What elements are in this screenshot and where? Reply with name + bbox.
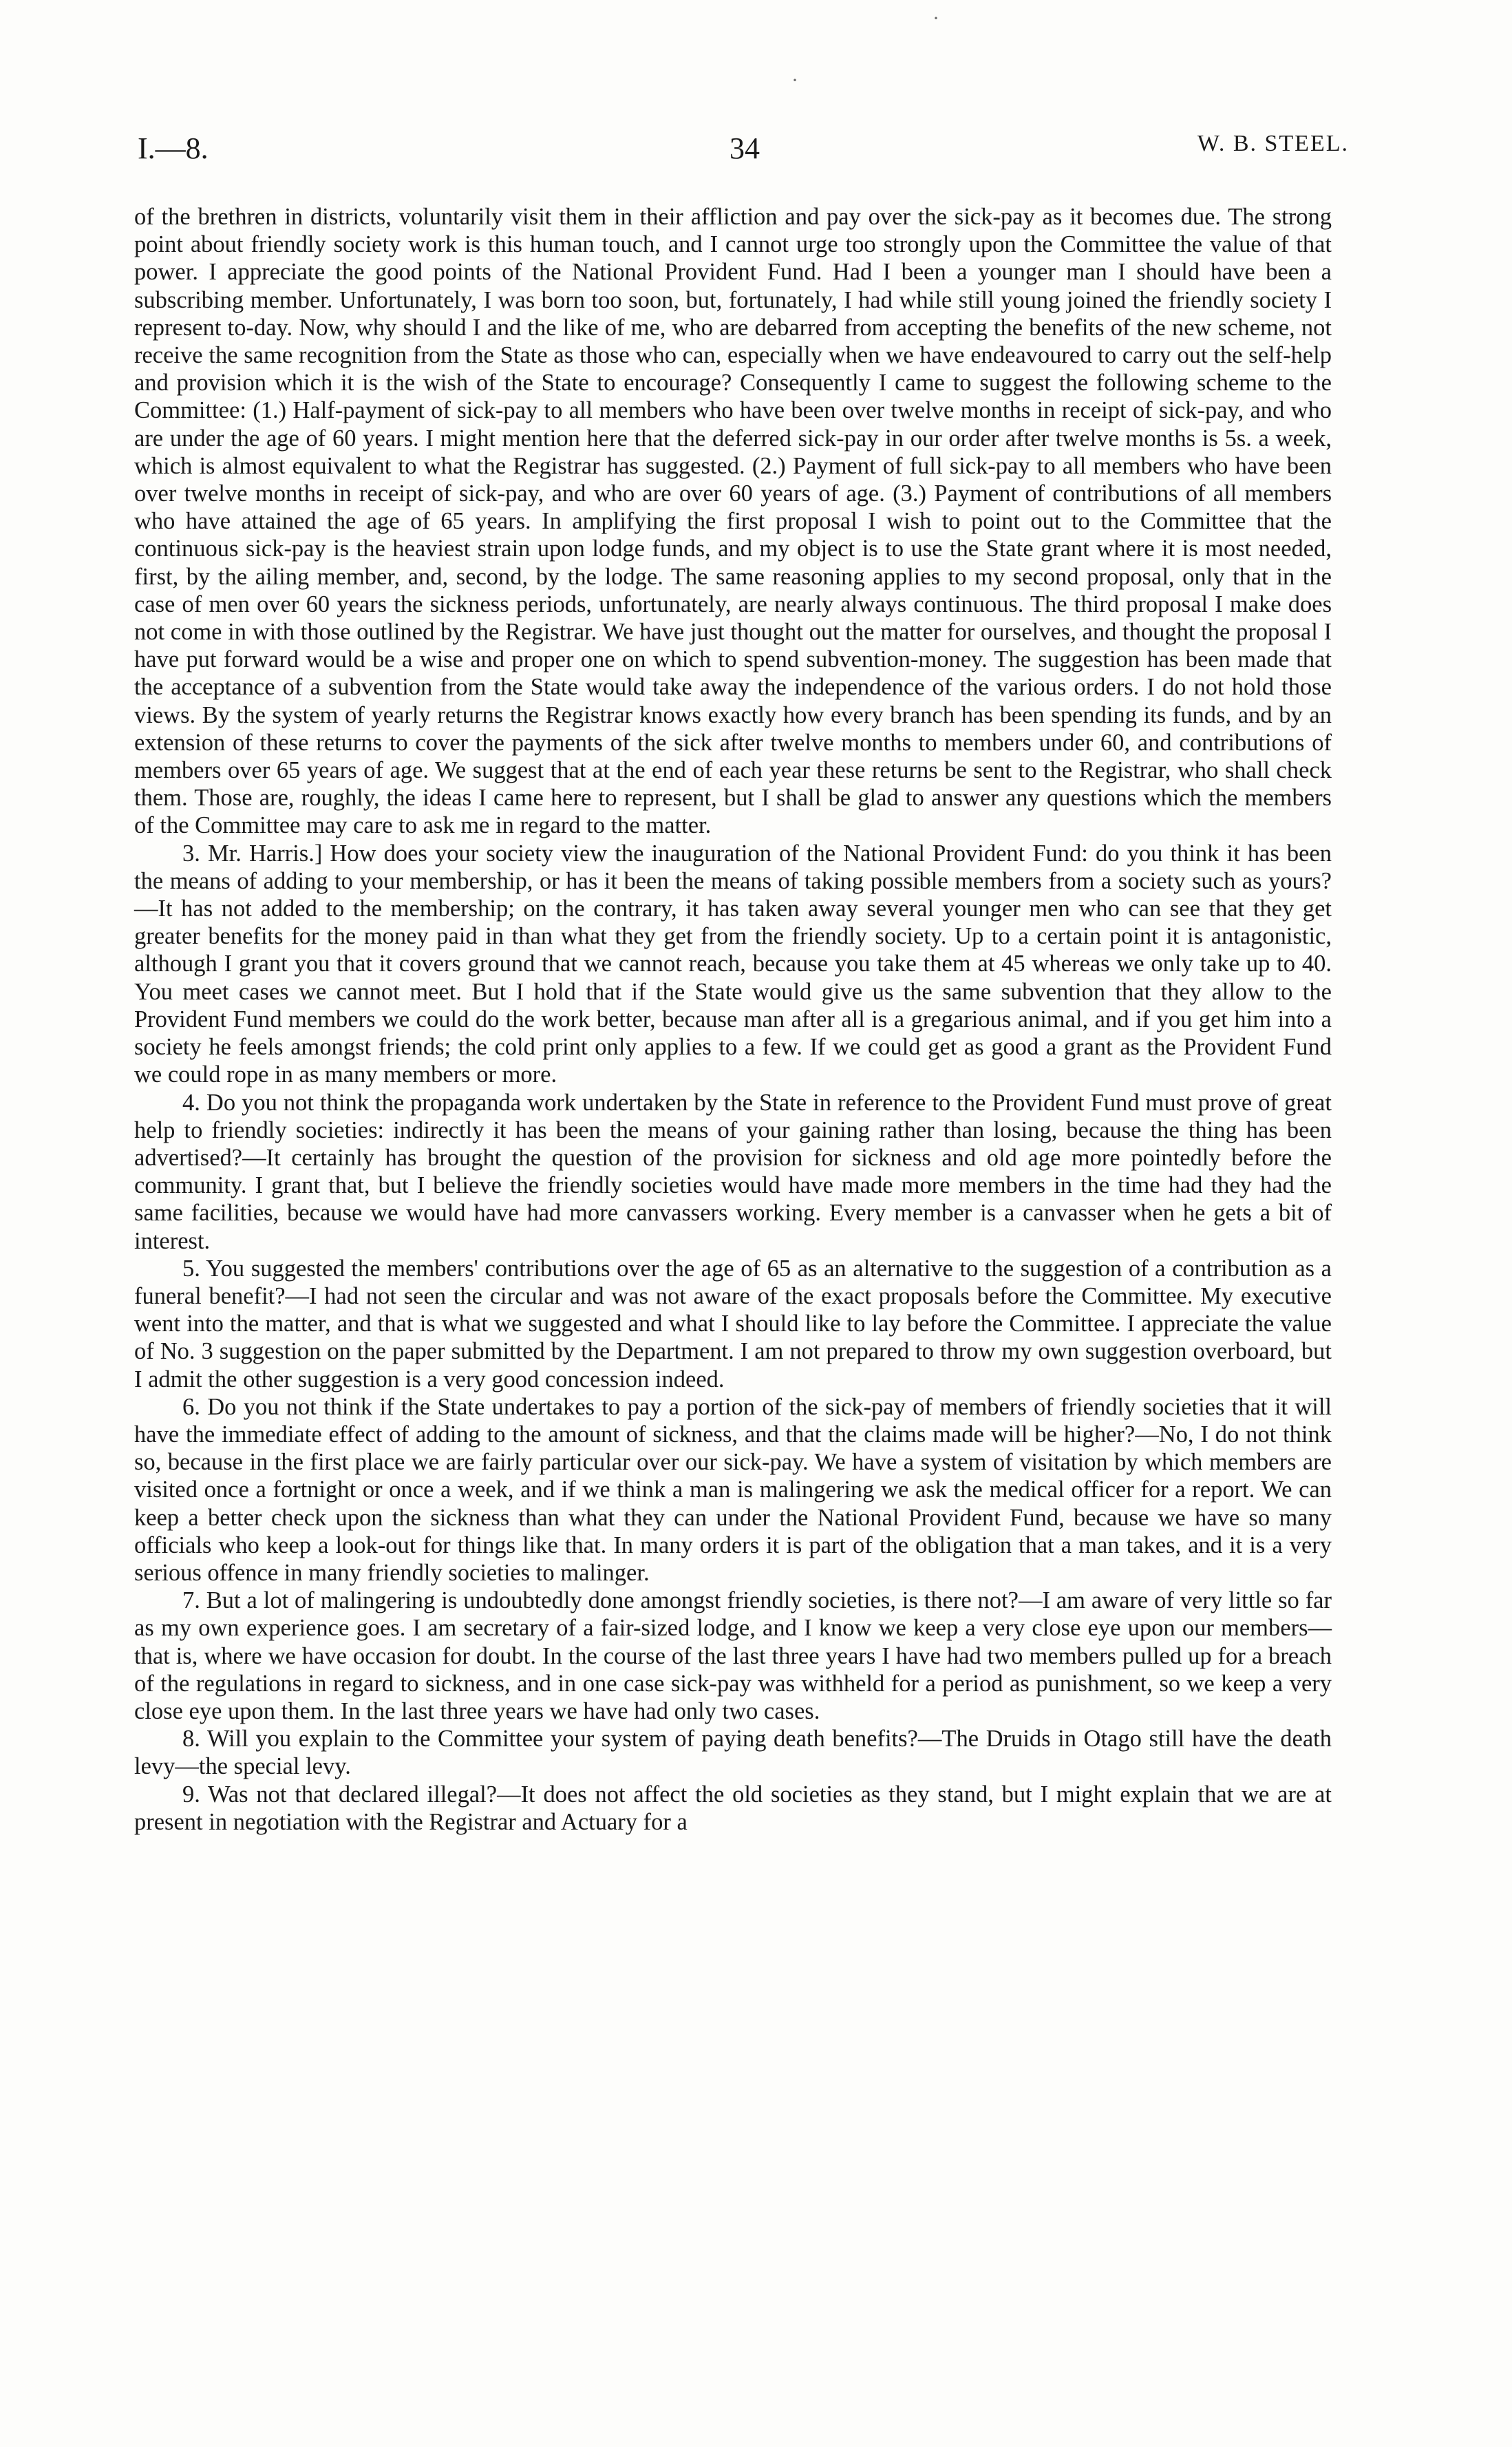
question-3: 3. Mr. Harris.] How does your society view the inauguration of the National Provident Fund: do you think it has been the means of adding to your membership, or has it been the means of taking possible members from a society such as yours?—It has not added to the membership; on the contrary, it has taken away several younger men who can see that they get greater benefits for the money paid in than what they get from the friendly society. Up to a certain point it is antagonistic, although I grant you that it covers ground that we cannot reach, because you take them at 45 whereas we only take up to 40. You meet cases we cannot meet. But I hold that if the State would give us the same subvention that they allow to the Provident Fund members we could do the work better, because man after all is a gregarious animal, and if you get him into a society he feels amongst friends; the cold print only applies to a few. If we could get as good a grant as the Provident Fund we could rope in as many members or more. <box>134 840 1332 1088</box>
question-5: 5. You suggested the members' contributions over the age of 65 as an alternative to the suggestion of a contribution as a funeral benefit?—I had not seen the circular and was not aware of the exact proposals before the Committee. My executive went into the matter, and that is what we suggested and what I should like to lay before the Committee. I appreciate the value of No. 3 suggestion on the paper submitted by the Department. I am not prepared to throw my own suggestion overboard, but I admit the other suggestion is a very good concession indeed. <box>134 1255 1332 1392</box>
parliamentary-paper-reference: I.—8. <box>138 131 209 165</box>
question-7: 7. But a lot of malingering is undoubtedly done amongst friendly societies, is there not?—I am aware of very little so far as my own experience goes. I am secretary of a fair-sized lodge, and I know we keep a very close eye upon our members—that is, where we have occasion for doubt. In the course of the last three years I have had two members pulled up for a breach of the regulations in regard to sickness, and in one case sick-pay was withheld for a period as punishment, so we keep a very close eye upon them. In the last three years we have had only two cases. <box>134 1587 1332 1724</box>
scan-speck: · <box>933 7 939 30</box>
question-4: 4. Do you not think the propaganda work undertaken by the State in reference to the Provident Fund must prove of great help to friendly societies: indirectly it has been the means of your gaining rather than losing, because the thing has been advertised?—It certainly has brought the question of the provision for sickness and old age more pointedly before the community. I grant that, but I believe the friendly societies would have made more members in the time had they had the same facilities, because we would have had more canvassers working. Every member is a canvasser when he gets a bit of interest. <box>134 1089 1332 1254</box>
question-9: 9. Was not that declared illegal?—It does not affect the old societies as they stand, but I might explain that we are at present in negotiation with the Registrar and Actuary for a <box>134 1781 1332 1835</box>
body-text <box>134 203 1332 1836</box>
paragraph-continuation: of the brethren in districts, voluntarily visit them in their affliction and pay over the sick-pay as it becomes due. The strong point about friendly society work is this human touch, and I cannot urge too strongly upon the Committee the value of that power. I appreciate the good points of the National Provident Fund. Had I been a younger man I should have been a subscribing member. Unfortunately, I was born too soon, but, fortunately, I had while still young joined the friendly society I represent to-day. Now, why should I and the like of me, who are debarred from accepting the benefits of the new scheme, not receive the same recognition from the State as those who can, especially when we have endeavoured to carry out the self-help and provision which it is the wish of the State to encourage? Consequently I came to suggest the following scheme to the Committee: (1.) Half-payment of sick-pay to all members who have been over twelve months in receipt of sick-pay, and who are under the age of 60 years. I might mention here that the deferred sick-pay in our order after twelve months is 5s. a week, which is almost equivalent to what the Registrar has suggested. (2.) Payment of full sick-pay to all members who have been over twelve months in receipt of sick-pay, and who are over 60 years of age. (3.) Payment of contributions of all members who have attained the age of 65 years. In amplifying the first proposal I wish to point out to the Committee that the continuous sick-pay is the heaviest strain upon lodge funds, and my object is to use the State grant where it is most needed, first, by the ailing member, and, second, by the lodge. The same reasoning applies to my second proposal, only that in the case of men over 60 years the sickness periods, unfortunately, are nearly always continuous. The third proposal I make does not come in with those outlined by the Registrar. We have just thought out the matter for ourselves, and thought the proposal I have put forward would be a wise and proper one on which to spend subvention-money. The suggestion has been made that the acceptance of a subvention from the State would take away the independence of the various orders. I do not hold those views. By the system of yearly returns the Registrar knows exactly how every branch has been spending its funds, and by an extension of these returns to cover the payments of the sick after twelve months to members under 60, and contributions of members over 65 years of age. We suggest that at the end of each year these returns be sent to the Registrar, who shall check them. Those are, roughly, the ideas I came here to represent, but I shall be glad to answer any questions which the members of the Committee may care to ask me in regard to the matter. <box>134 204 1332 839</box>
question-6: 6. Do you not think if the State undertakes to pay a portion of the sick-pay of members of friendly societies that it will have the immediate effect of adding to the amount of sickness, and that the claims made will be higher?—No, I do not think so, because in the first place we are fairly particular over our sick-pay. We have a system of visitation by which members are visited once a fortnight or once a week, and if we think a man is malingering we ask the medical officer for a report. We can keep a better check upon the sickness than what they can under the National Provident Fund, because we have so many officials who keep a look-out for things like that. In many orders it is part of the obligation that a man takes, and it is a very serious offence in many friendly societies to malinger. <box>134 1393 1332 1586</box>
page-header <box>138 131 1349 172</box>
witness-name: W. B. STEEL. <box>1197 131 1349 156</box>
question-8: 8. Will you explain to the Committee your system of paying death benefits?—The Druids in Otago still have the death levy—the special levy. <box>134 1726 1332 1780</box>
page-number: 34 <box>730 131 760 165</box>
scan-speck: · <box>791 69 798 92</box>
